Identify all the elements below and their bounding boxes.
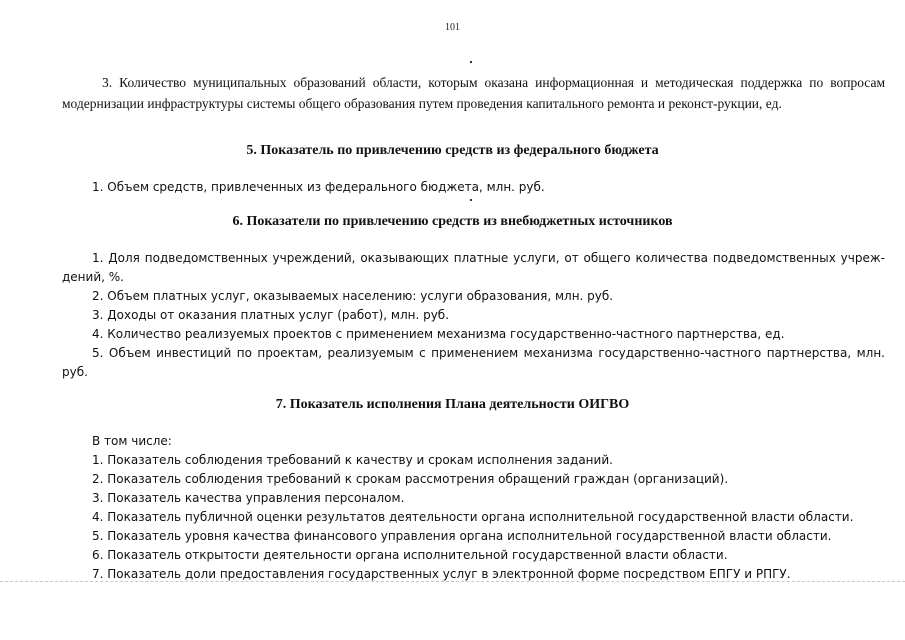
section5-list	[62, 178, 885, 197]
section4-item-3: 3. Количество муниципальных образований области, которым оказана информационная и методическая поддержка по вопросам модернизации инфраструктуры системы общего образования путем проведения капитального ремонта и реконст-рукции, ед.	[62, 75, 885, 111]
scan-speck	[470, 199, 472, 201]
section7-list	[92, 432, 882, 584]
list-item: 5. Объем инвестиций по проектам, реализуемым с применением механизма государственно-частного партнерства, млн. руб.	[62, 346, 885, 379]
list-item: 1. Доля подведомственных учреждений, оказывающих платные услуги, от общего количества подведомственных учреж-дений, %.	[62, 251, 885, 284]
list-item: 2. Показатель соблюдения требований к срокам рассмотрения обращений граждан (организаций).	[92, 472, 729, 486]
list-item: 2. Объем платных услуг, оказываемых населению: услуги образования, млн. руб.	[92, 289, 614, 303]
list-item: 3. Показатель качества управления персоналом.	[92, 491, 405, 505]
list-item: 1. Показатель соблюдения требований к качеству и срокам исполнения заданий.	[92, 453, 613, 467]
section6-list	[62, 249, 885, 382]
scan-speck	[470, 61, 472, 63]
list-intro: В том числе:	[92, 434, 172, 448]
section7-heading: 7. Показатель исполнения Плана деятельности ОИГВО	[275, 397, 630, 412]
list-item: 6. Показатель открытости деятельности органа исполнительной государственной власти области.	[92, 548, 728, 562]
page-edge-divider	[0, 581, 905, 582]
section5-heading: 5. Показатель по привлечению средств из федерального бюджета	[246, 143, 659, 158]
list-item: 4. Количество реализуемых проектов с применением механизма государственно-частного партнерства, ед.	[92, 327, 785, 341]
list-item: 5. Показатель уровня качества финансового управления органа исполнительной государственной власти области.	[92, 529, 832, 543]
page-number: 101	[445, 22, 460, 33]
list-item: 4. Показатель публичной оценки результатов деятельности органа исполнительной государственной власти области.	[92, 510, 854, 524]
list-item: 3. Доходы от оказания платных услуг (работ), млн. руб.	[92, 308, 450, 322]
list-item: 1. Объем средств, привлеченных из федерального бюджета, млн. руб.	[92, 180, 545, 194]
section6-heading: 6. Показатели по привлечению средств из внебюджетных источников	[232, 214, 673, 229]
list-item: 7. Показатель доли предоставления государственных услуг в электронной форме посредством ЕПГУ и РПГУ.	[92, 567, 791, 581]
